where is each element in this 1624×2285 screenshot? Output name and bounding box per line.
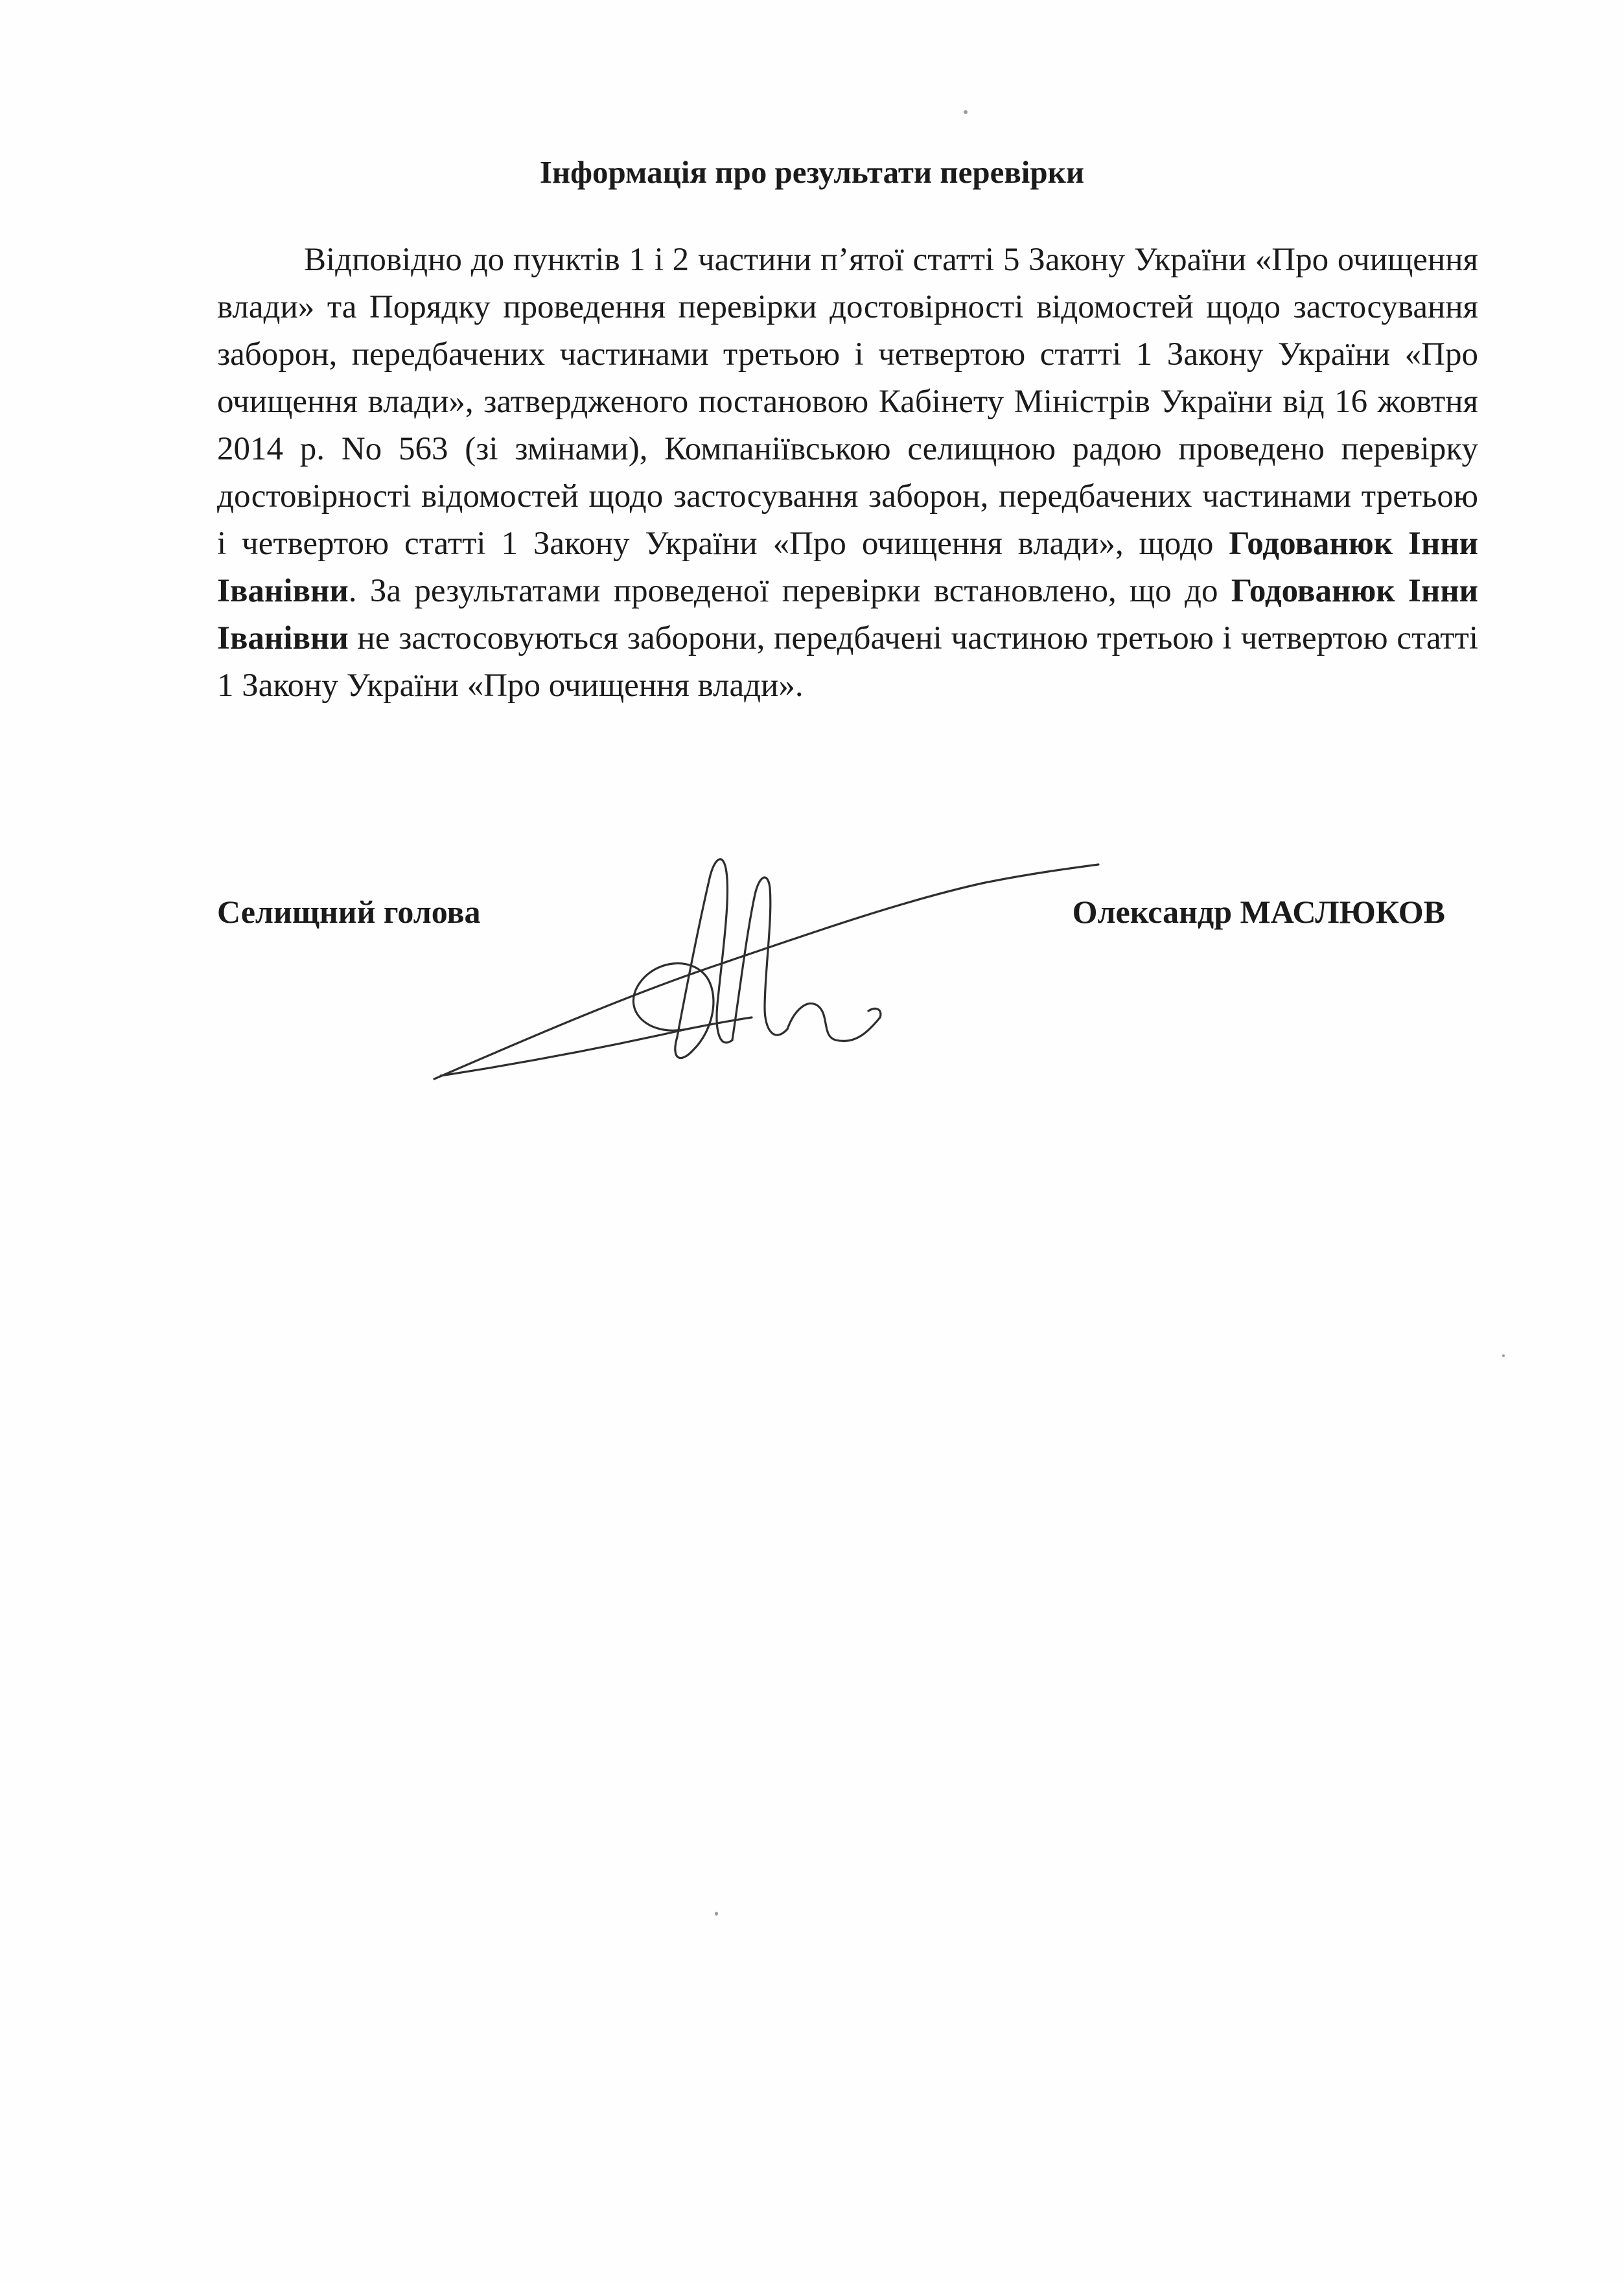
person-name: Годованюк Інни Іванівни (217, 526, 1478, 609)
paragraph-text-part1: Відповідно до пунктів 1 і 2 частини п’ятої статті 5 Закону України «Про очищення влади» та Порядку проведення перевірки достовірності відомостей щодо застосування заборон, передбачених частинами третьою і четвертою статті 1 Закону України «Про очищення влади», затвердженого постановою Кабінету Міністрів України від 16 жовтня 2014 р. No 563 (зі змінами), Компаніївською селищною радою проведено перевірку достовірності відомостей щодо застосування заборон, передбачених частинами третьою і четвертою статті 1 Закону України «Про очищення влади», щодо (217, 242, 1478, 562)
document-title: Інформація про результати перевірки (539, 154, 1085, 190)
signatory-position: Селищний голова (217, 894, 481, 930)
body-paragraph (217, 237, 1478, 710)
signatory-name: Олександр МАСЛЮКОВ (1072, 894, 1445, 930)
person-name-repeat: Годованюк Інни Іванівни (217, 573, 1478, 656)
paragraph-text-part2: . За результатами проведеної перевірки встановлено, що до (348, 573, 1231, 609)
scan-speck (964, 110, 968, 114)
scan-speck (1502, 1354, 1505, 1357)
paragraph-text-part3: не застосовуються заборони, передбачені частиною третьою і четвертою статті 1 Закону України «Про очищення влади». (217, 620, 1478, 704)
handwritten-signature (415, 823, 1115, 1095)
scan-speck (715, 1912, 718, 1916)
